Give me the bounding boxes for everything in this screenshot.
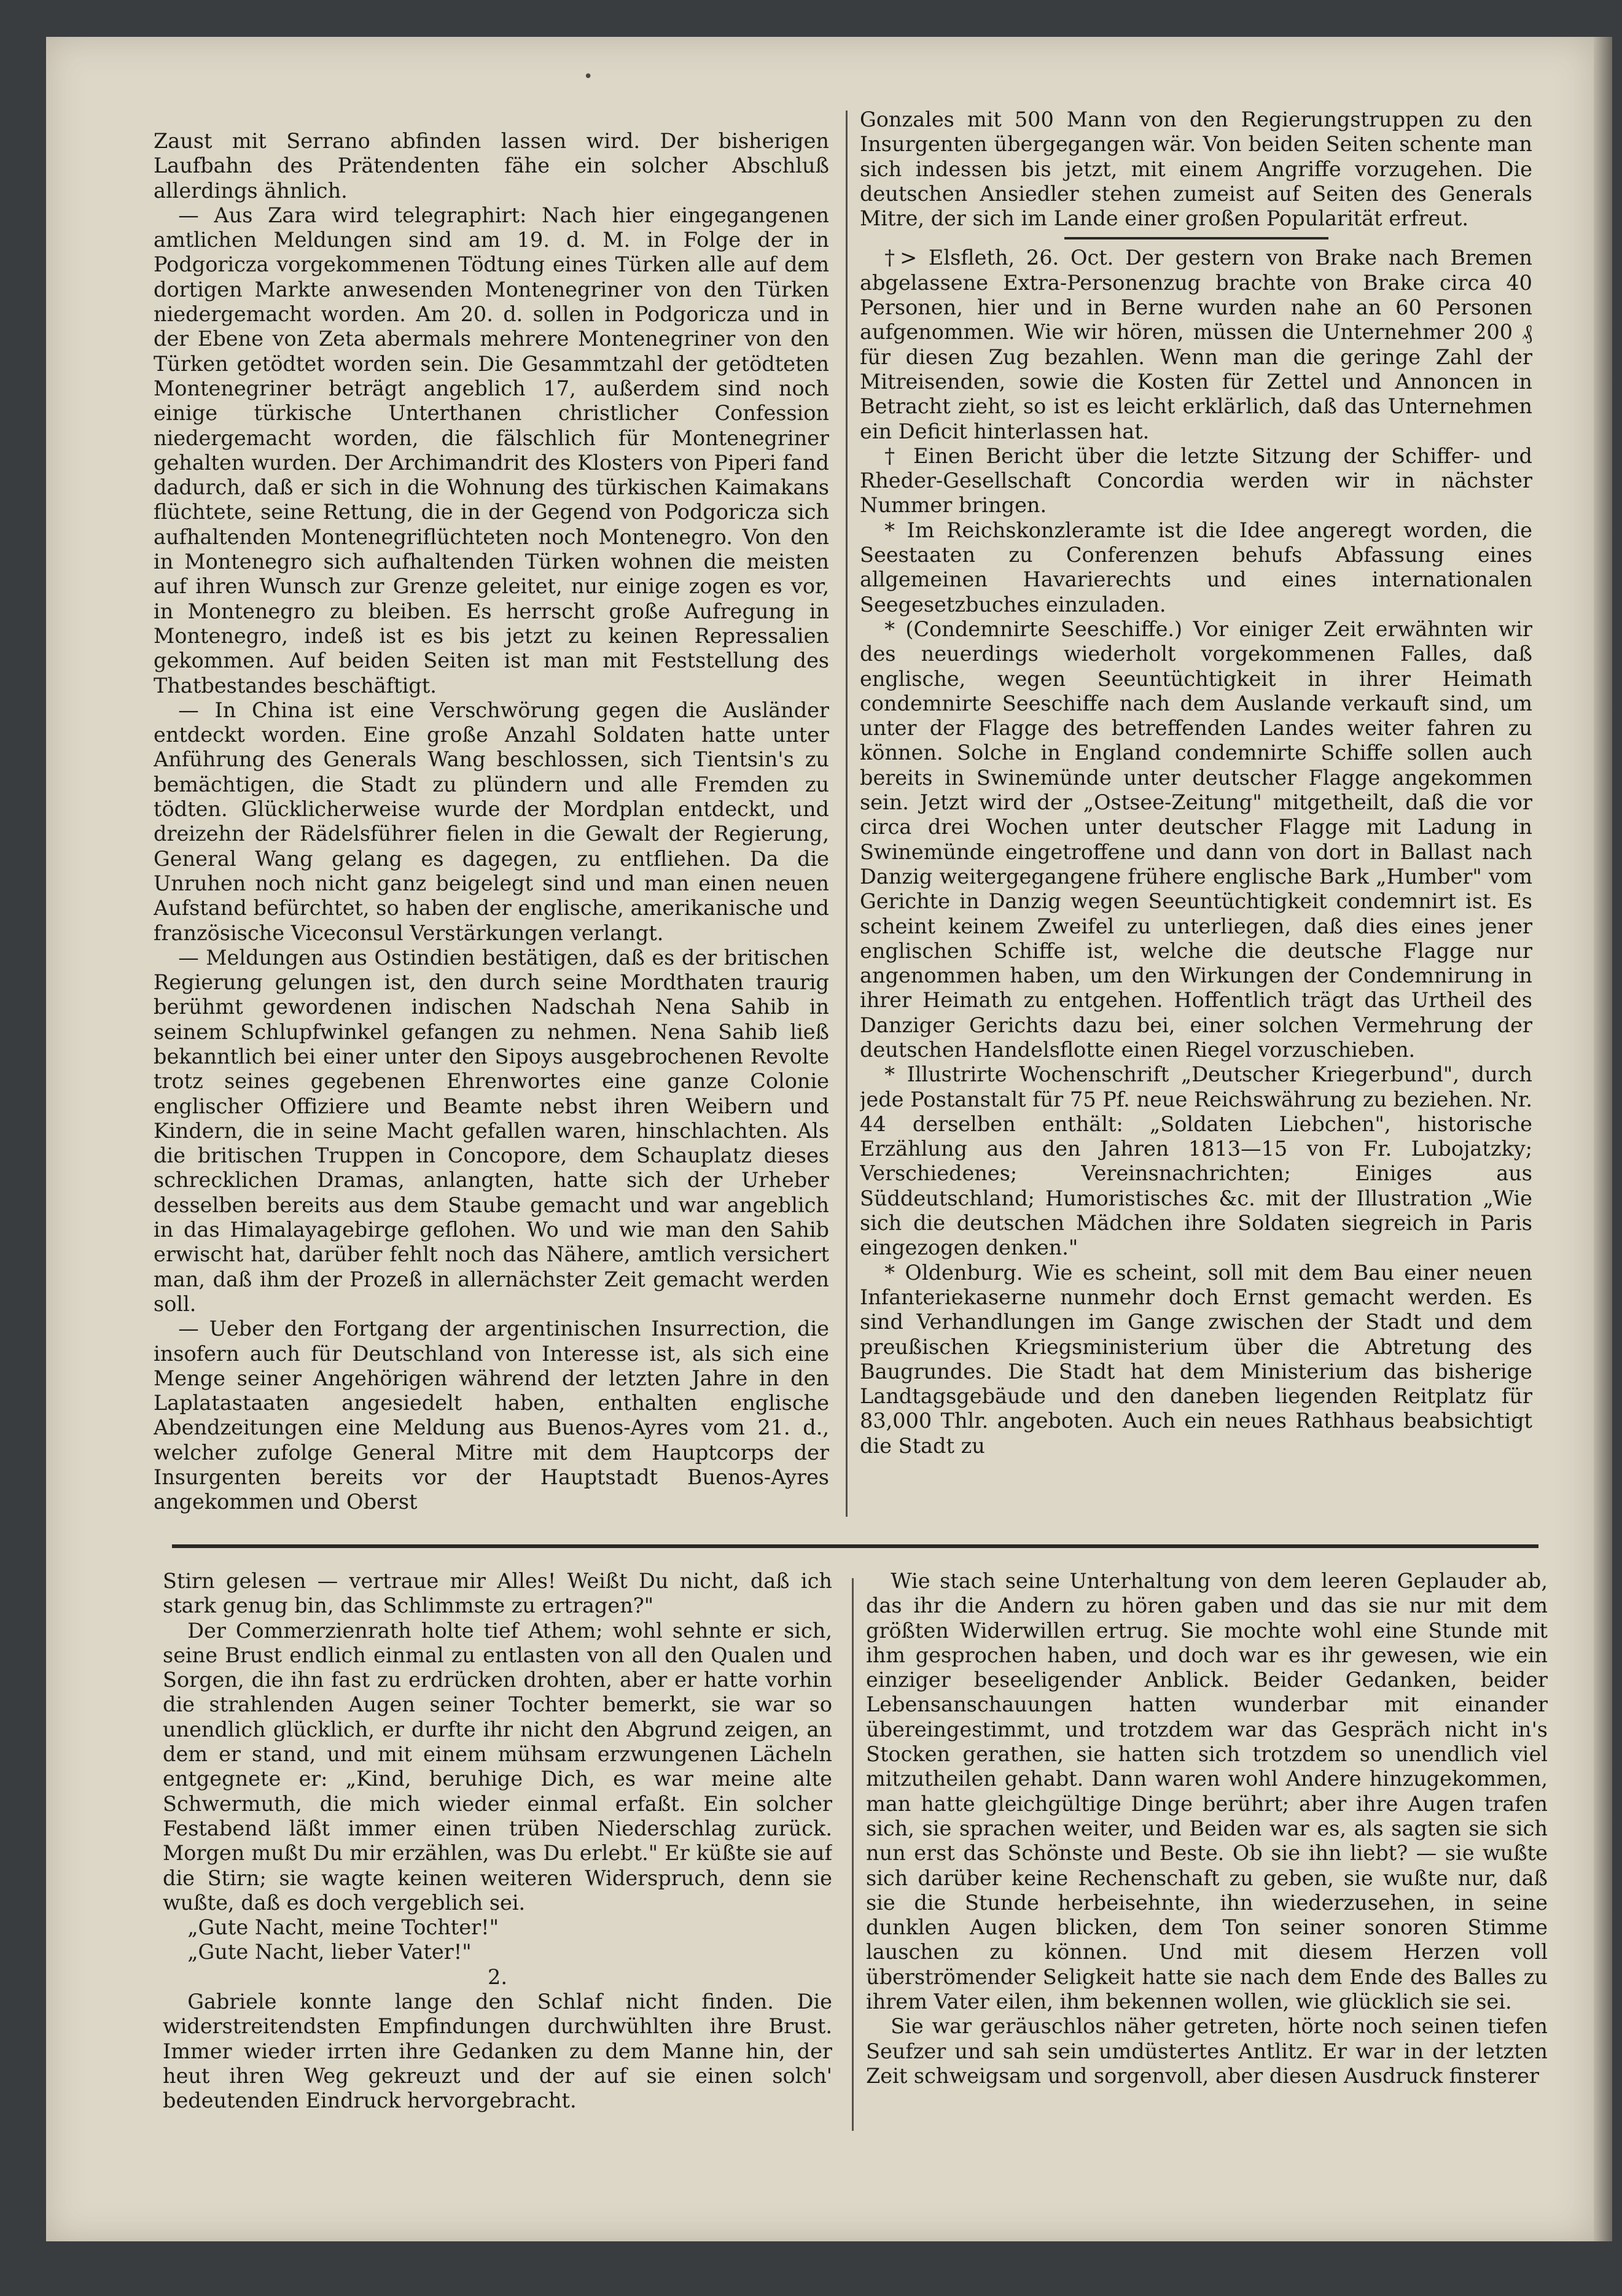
column-divider-bottom <box>852 1578 854 2131</box>
news-elsfleth: †> Elsfleth, 26. Oct. Der gestern von Brake nach Bremen abgelassene Extra-Personenzug brachte von Brake circa 40 Personen, hier und in Berne wurden nahe an 60 Personen aufgenommen. Wie wir hören, müssen die Unternehmer 200 ₰ für diesen Zug bezahlen. Wenn man die geringe Zahl der Mitreisenden, sowie die Kosten für Zettel und Annoncen in Betracht zieht, so ist es leicht erklärlich, daß das Unternehmen ein Deficit hinterlassen hat. <box>860 246 1532 443</box>
news-kriegerbund: * Illustrirte Wochenschrift „Deutscher Kriegerbund", durch jede Postanstalt für 75 Pf. neue Reichswährung zu beziehen. Nr. 44 derselben enthält: „Soldaten Liebchen", historische Erzählung aus den Jahren 1813—15 von Fr. Lubojatzky; Verschiedenes; Vereinsnachrichten; Einiges aus Süddeutschland; Humoristisches &c. mit der Illustration „Wie sich die deutschen Mädchen ihre Soldaten siegreich in Paris eingezogen denken." <box>860 1062 1532 1260</box>
feuilleton-column-left <box>163 1569 832 2134</box>
story-dialogue: „Gute Nacht, meine Tochter!" <box>187 1915 499 1940</box>
news-column-right <box>860 107 1532 1520</box>
news-column-left <box>154 129 829 1520</box>
folio-mark: • <box>583 68 593 86</box>
section-divider <box>1064 237 1328 239</box>
news-oldenburg: * Oldenburg. Wie es scheint, soll mit dem Bau einer neuen Infanteriekaserne nunmehr doch Ernst gemacht werden. Es sind Verhandlungen im Gange zwischen der Stadt und dem preußischen Kriegsministerium über die Abtretung des Baugrundes. Die Stadt hat dem Ministerium das bisherige Landtagsgebäude und den daneben liegenden Reitplatz für 83,000 Thlr. angeboten. Auch ein neues Rathhaus beabsichtigt die Stadt zu <box>860 1260 1532 1458</box>
column-divider-top <box>846 111 848 1517</box>
feuilleton-column-right <box>866 1569 1548 2134</box>
story-paragraph: Wie stach seine Unterhaltung von dem leeren Geplauder ab, das ihr die Andern zu hören gaben und das sie nur mit dem größten Widerwillen ertrug. Sie mochte wohl eine Stunde mit ihm gesprochen haben, und doch war es ihr gewesen, wie ein einziger beseeligender Anblick. Beider Gedanken, beider Lebensanschauungen hatten wunderbar mit einander übereingestimmt, und trotzdem war das Gespräch nicht in's Stocken gerathen, sie hatten sich trotzdem so unendlich viel mitzutheilen gehabt. Dann waren wohl Andere hinzugekommen, man hatte gleichgültige Dinge berührt; aber ihre Augen trafen sich, sie sprachen weiter, und Beiden war es, als sagten sie sich nun erst das Schönste und Beste. Ob sie ihn liebt? — sie wußte sich darüber keine Rechenschaft zu geben, sie wußte nur, daß sie die Stunde herbeisehnte, ihn wiederzusehen, in seine dunklen Augen blicken, dem Ton seiner sonoren Stimme lauschen zu können. Und mit diesem Herzen voll überströmender Seligkeit hatte sie nach dem Ende des Balles zu ihrem Vater eilen, ihm bekennen wollen, wie glücklich sie sei. <box>866 1569 1548 2014</box>
news-paragraph: Zaust mit Serrano abfinden lassen wird. Der bisherigen Laufbahn des Prätendenten fähe ein solcher Abschluß allerdings ähnlich. <box>154 129 829 203</box>
story-paragraph: Der Commerzienrath holte tief Athem; wohl sehnte er sich, seine Brust endlich einmal zu entlasten von all den Qualen und Sorgen, die ihn fast zu erdrücken drohten, aber er hatte vorhin die strahlenden Augen seiner Tochter bemerkt, sie war so unendlich glücklich, er durfte ihr nicht den Abgrund zeigen, an dem er stand, und mit einem mühsam erzwungenen Lächeln entgegnete er: „Kind, beruhige Dich, es war meine alte Schwermuth, die mich wieder einmal erfaßt. Ein solcher Festabend läßt immer einen trüben Niederschlag zurück. Morgen mußt Du mir erzählen, was Du erlebt." Er küßte sie auf die Stirn; sie wagte keinen weiteren Widerspruch, denn sie wußte, daß es doch vergeblich sei. <box>163 1618 832 1915</box>
news-ostindien: — Meldungen aus Ostindien bestätigen, daß es der britischen Regierung gelungen ist, den durch seine Mordthaten traurig berühmt gewordenen indischen Nadschah Nena Sahib in seinem Schlupfwinkel gefangen zu nehmen. Nena Sahib ließ bekanntlich bei einer unter den Sipoys ausgebrochenen Revolte trotz seines gegebenen Ehrenwortes eine ganze Colonie englischer Offiziere und Beamte nebst ihren Weibern und Kindern, die in seine Macht gefallen waren, hinschlachten. Als die britischen Truppen in Concopore, dem Schauplatz dieses schrecklichen Dramas, anlangten, hatte sich der Urheber desselben bereits aus dem Staube gemacht und war angeblich in das Himalayagebirge geflohen. Wo und wie man den Sahib erwischt hat, darüber fehlt noch das Nähere, amtlich versichert man, daß ihm der Prozeß in allernächster Zeit gemacht werden soll. <box>154 945 829 1316</box>
story-paragraph: Gabriele konnte lange den Schlaf nicht finden. Die widerstreitendsten Empfindungen durchwühlten ihre Brust. Immer wieder irrten ihre Gedanken zu dem Manne hin, der heut ihren Weg gekreuzt und der auf sie einen solch' bedeutenden Eindruck hervorgebracht. <box>163 1990 832 2113</box>
news-paragraph: Gonzales mit 500 Mann von den Regierungstruppen zu den Insurgenten übergegangen wär. Von beiden Seiten schente man sich indessen bis jetzt, mit einem Angriffe vorzugehen. Die deutschen Ansiedler stehen zumeist auf Seiten des Generals Mitre, der sich im Lande einer großen Popularität erfreut. <box>860 107 1532 231</box>
page-edge-right <box>1594 37 1612 2241</box>
news-argentinien: — Ueber den Fortgang der argentinischen Insurrection, die insofern auch für Deutschland von Interesse ist, als sich eine Menge seiner Angehörigen während der letzten Jahre in den Laplatastaaten angesiedelt haben, enthalten englische Abendzeitungen eine Meldung aus Buenos-Ayres vom 21. d., welcher zufolge General Mitre mit dem Hauptcorps der Insurgenten bereits vor der Hauptstadt Buenos-Ayres angekommen und Oberst <box>154 1317 829 1514</box>
story-paragraph: Sie war geräuschlos näher getreten, hörte noch seinen tiefen Seufzer und sah sein umdüstertes Antlitz. Er war in der letzten Zeit schweigsam und sorgenvoll, aber diesen Ausdruck finsterer <box>866 2014 1548 2088</box>
news-seeschiffe: * (Condemnirte Seeschiffe.) Vor einiger Zeit erwähnten wir des neuerdings wiederholt vorgekommenen Falles, daß englische, wegen Seeuntüchtigkeit in ihrer Heimath condemnirte Seeschiffe nach dem Auslande verkauft sind, um unter der Flagge des betreffenden Landes weiter fahren zu können. Solche in England condemnirte Schiffe sollen auch bereits in Swinemünde unter deutscher Flagge angekommen sein. Jetzt wird der „Ostsee-Zeitung" mitgetheilt, daß die vor circa drei Wochen unter deutscher Flagge mit Ladung in Swinemünde eingetroffene und dann von dort in Ballast nach Danzig weitergegangene frühere englische Bark „Humber" vom Gerichte in Danzig wegen Seeuntüchtigkeit condemnirt ist. Es scheint keinem Zweifel zu unterliegen, daß dies eines jener englischen Schiffe ist, welche die deutsche Flagge nur angenommen haben, um den Wirkungen der Condemnirung in ihrer Heimath zu entgehen. Hoffentlich trägt das Urtheil des Danziger Gerichts dazu bei, einer solchen Vermehrung der deutschen Handelsflotte einen Riegel vorzuschieben. <box>860 617 1532 1062</box>
story-dialogue: „Gute Nacht, lieber Vater!" <box>187 1940 472 1964</box>
news-reichskanzleramt: * Im Reichskonzleramte ist die Idee angeregt worden, die Seestaaten zu Conferenzen behufs Abfassung eines allgemeinen Havarierechts und eines internationalen Seegesetzbuches einzuladen. <box>860 518 1532 617</box>
story-paragraph: Stirn gelesen — vertraue mir Alles! Weißt Du nicht, daß ich stark genug bin, das Schlimmste zu ertragen?" <box>163 1569 832 1618</box>
chapter-number: 2. <box>488 1964 507 1989</box>
news-zara: — Aus Zara wird telegraphirt: Nach hier eingegangenen amtlichen Meldungen sind am 19. d. M. in Folge der in Podgoricza vorgekommenen Tödtung eines Türken alle auf dem dortigen Markte anwesenden Montenegriner von den Türken niedergemacht worden. Am 20. d. sollen in Podgoricza und in der Ebene von Zeta abermals mehrere Montenegriner von den Türken getödtet worden sein. Die Gesammtzahl der getödteten Montenegriner beträgt angeblich 17, außerdem sind noch einige türkische Unterthanen christlicher Confession niedergemacht worden, die fälschlich für Montenegriner gehalten wurden. Der Archimandrit des Klosters von Piperi fand dadurch, daß er sich in die Wohnung des türkischen Kaimakans flüchtete, seine Rettung, die in der Gegend von Podgoricza sich aufhaltenden Montenegriflüchteten noch Montenegro. Von den in Montenegro sich aufhaltenden Türken wohnen die meisten auf ihren Wunsch zur Grenze geleitet, nur einige zogen es vor, in Montenegro zu bleiben. Es herrscht große Aufregung in Montenegro, indeß ist es bis jetzt zu keinen Repressalien gekommen. Auf beiden Seiten ist man mit Feststellung des Thatbestandes beschäftigt. <box>154 203 829 698</box>
news-china: — In China ist eine Verschwörung gegen die Ausländer entdeckt worden. Eine große Anzahl Soldaten hatte unter Anführung des Generals Wang beschlossen, sich Tientsin's zu bemächtigen, die Stadt zu plündern und alle Fremden zu tödten. Glücklicherweise wurde der Mordplan entdeckt, und dreizehn der Rädelsführer fielen in die Gewalt der Regierung, General Wang gelang es dagegen, zu entfliehen. Da die Unruhen noch nicht ganz beigelegt sind und man einen neuen Aufstand befürchtet, so haben der englische, amerikanische und französische Viceconsul Verstärkungen verlangt. <box>154 698 829 945</box>
feuilleton-divider <box>172 1544 1538 1548</box>
news-concordia: † Einen Bericht über die letzte Sitzung der Schiffer- und Rheder-Gesellschaft Concordia werden wir in nächster Nummer bringen. <box>860 443 1532 518</box>
